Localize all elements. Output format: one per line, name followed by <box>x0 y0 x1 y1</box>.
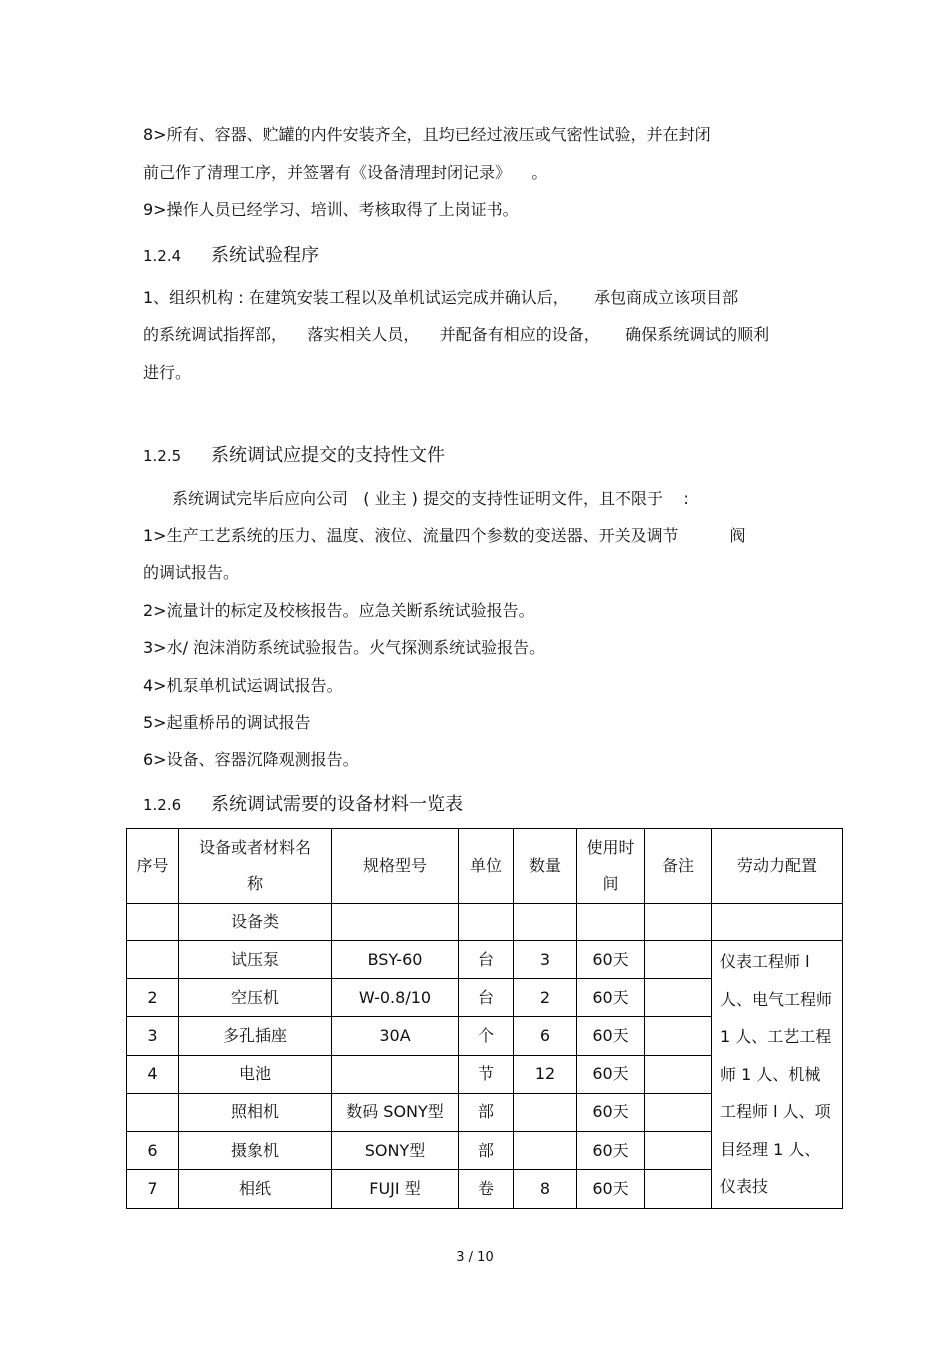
cell-qty: 2 <box>514 979 577 1017</box>
cell-name: 摄象机 <box>179 1132 332 1170</box>
cell-time <box>577 904 645 941</box>
cell-note <box>645 1170 712 1208</box>
header-seq: 序号 <box>127 829 179 904</box>
cell-name: 照相机 <box>179 1093 332 1131</box>
cell-note <box>645 1017 712 1055</box>
cell-labor: 仪表工程师 l 人、电气工程师 1 人、工艺工程师 1 人、机械工程师 l 人、项目经理 1 人、仪表技 <box>712 941 843 1209</box>
cell-unit: 部 <box>459 1093 514 1131</box>
equipment-table <box>126 828 843 1209</box>
cell-spec <box>332 1055 459 1093</box>
cell-unit <box>459 904 514 941</box>
cell-spec: 数码 SONY型 <box>332 1093 459 1131</box>
intro-paragraph: 系统调试完毕后应向公司 ( 业主 ) 提交的支持性证明文件，且不限于 : <box>172 489 689 508</box>
cell-time: 60天 <box>577 1170 645 1208</box>
header-spec: 规格型号 <box>332 829 459 904</box>
table-row <box>127 941 843 979</box>
org-paragraph-line-3: 进行。 <box>143 363 192 382</box>
cell-time: 60天 <box>577 1093 645 1131</box>
heading-1-2-6 <box>143 794 463 816</box>
header-time-line-1: 使用时 <box>586 838 635 857</box>
cell-qty <box>514 1093 577 1131</box>
header-name-line-1: 设备或者材料名 <box>198 838 311 857</box>
cell-qty: 6 <box>514 1017 577 1055</box>
cell-seq: 3 <box>127 1017 179 1055</box>
cell-time: 60天 <box>577 979 645 1017</box>
cell-name: 试压泵 <box>179 941 332 979</box>
cell-note <box>645 941 712 979</box>
doc-item-1: 1>生产工艺系统的压力、温度、液位、流量四个参数的变送器、开关及调节 阀 <box>143 526 746 545</box>
cell-seq: 4 <box>127 1055 179 1093</box>
cell-spec: 30A <box>332 1017 459 1055</box>
doc-item-4: 4>机泵单机试运调试报告。 <box>143 676 343 695</box>
cell-time: 60天 <box>577 941 645 979</box>
cell-name: 多孔插座 <box>179 1017 332 1055</box>
cell-qty <box>514 904 577 941</box>
cell-seq <box>127 941 179 979</box>
cell-unit: 部 <box>459 1132 514 1170</box>
cell-unit: 卷 <box>459 1170 514 1208</box>
doc-item-3: 3>水/ 泡沫消防系统试验报告。火气探测系统试验报告。 <box>143 638 546 657</box>
heading-number: 1.2.4 <box>143 247 182 265</box>
cell-spec: BSY-60 <box>332 941 459 979</box>
cell-seq: 6 <box>127 1132 179 1170</box>
cell-seq <box>127 904 179 941</box>
doc-item-1-cont: 的调试报告。 <box>143 563 240 582</box>
cell-labor-empty <box>712 904 843 941</box>
cell-unit: 台 <box>459 941 514 979</box>
cell-time: 60天 <box>577 1132 645 1170</box>
cell-unit: 节 <box>459 1055 514 1093</box>
cell-seq: 2 <box>127 979 179 1017</box>
cell-spec: W-0.8/10 <box>332 979 459 1017</box>
header-unit: 单位 <box>459 829 514 904</box>
cell-note <box>645 1093 712 1131</box>
cell-unit: 台 <box>459 979 514 1017</box>
header-name-line-2: 称 <box>246 874 263 893</box>
cell-time: 60天 <box>577 1055 645 1093</box>
header-time <box>577 829 645 904</box>
cell-qty: 8 <box>514 1170 577 1208</box>
org-paragraph-line-1: 1、组织机构 : 在建筑安装工程以及单机试运完成并确认后， 承包商成立该项目部 <box>143 288 739 307</box>
cell-qty: 12 <box>514 1055 577 1093</box>
cell-qty: 3 <box>514 941 577 979</box>
cell-note <box>645 904 712 941</box>
heading-title: 系统调试需要的设备材料一览表 <box>211 794 463 815</box>
cell-seq: 7 <box>127 1170 179 1208</box>
header-qty: 数量 <box>514 829 577 904</box>
page-number: 3 / 10 <box>456 1250 494 1265</box>
cell-unit: 个 <box>459 1017 514 1055</box>
org-paragraph-line-2: 的系统调试指挥部， 落实相关人员， 并配备有相应的设备， 确保系统调试的顺利 <box>143 325 770 344</box>
heading-title: 系统试验程序 <box>211 245 319 266</box>
table-row-category <box>127 904 843 941</box>
cell-seq <box>127 1093 179 1131</box>
paragraph-8: 8>所有、容器、贮罐的内件安装齐全，且均已经过液压或气密性试验，并在封闭 <box>143 125 711 144</box>
cell-qty <box>514 1132 577 1170</box>
doc-item-6: 6>设备、容器沉降观测报告。 <box>143 750 359 769</box>
heading-title: 系统调试应提交的支持性文件 <box>211 445 445 466</box>
cell-note <box>645 1132 712 1170</box>
cell-spec: FUJI 型 <box>332 1170 459 1208</box>
cell-spec <box>332 904 459 941</box>
doc-item-5: 5>起重桥吊的调试报告 <box>143 713 311 732</box>
cell-note <box>645 1055 712 1093</box>
heading-1-2-5 <box>143 445 445 467</box>
paragraph-8-cont: 前己作了清理工序，并签署有《设备清理封闭记录》 。 <box>143 163 548 182</box>
header-name <box>179 829 332 904</box>
header-labor: 劳动力配置 <box>712 829 843 904</box>
doc-item-2: 2>流量计的标定及校核报告。应急关断系统试验报告。 <box>143 601 535 620</box>
heading-number: 1.2.5 <box>143 447 182 465</box>
cell-name: 空压机 <box>179 979 332 1017</box>
cell-note <box>645 979 712 1017</box>
table-header-row <box>127 829 843 904</box>
heading-number: 1.2.6 <box>143 796 182 814</box>
paragraph-9: 9>操作人员已经学习、培训、考核取得了上岗证书。 <box>143 200 519 219</box>
header-note: 备注 <box>645 829 712 904</box>
heading-1-2-4 <box>143 245 319 267</box>
cell-time: 60天 <box>577 1017 645 1055</box>
header-time-line-2: 间 <box>602 874 619 893</box>
cell-name: 相纸 <box>179 1170 332 1208</box>
cell-name: 电池 <box>179 1055 332 1093</box>
cell-category: 设备类 <box>179 904 332 941</box>
cell-spec: SONY型 <box>332 1132 459 1170</box>
